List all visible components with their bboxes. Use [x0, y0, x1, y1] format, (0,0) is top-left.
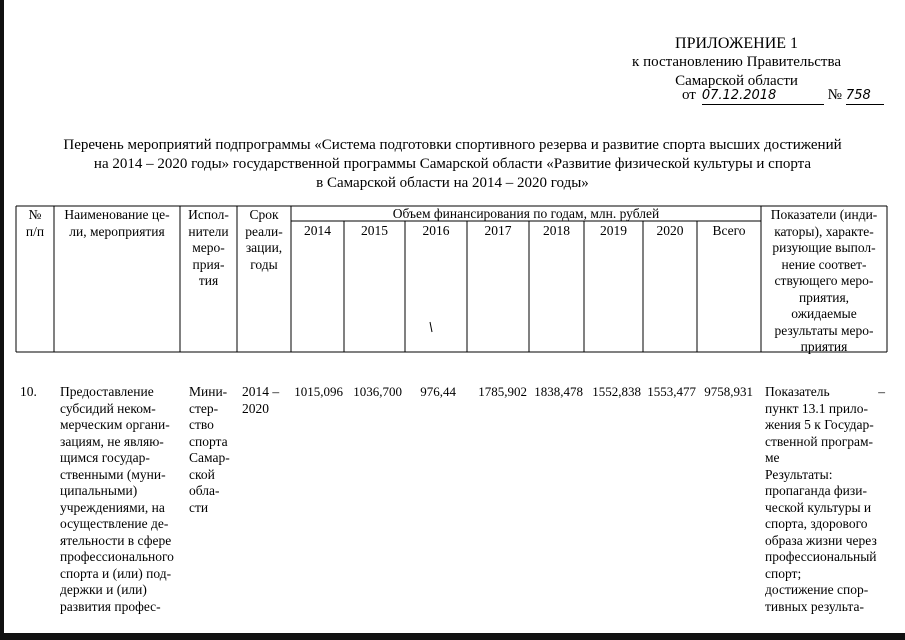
decree-date: 07.12.2018 — [701, 88, 777, 103]
header-term: Срок реали- зации, годы — [245, 207, 283, 272]
value-2016: 976,44 — [420, 384, 456, 399]
header-total: Всего — [712, 223, 746, 238]
date-prefix: от — [682, 87, 696, 103]
value-2019: 1552,838 — [592, 384, 641, 399]
header-executors: Испол- нители меро- прия- тия — [188, 207, 229, 288]
header-year-2014: 2014 — [304, 223, 331, 238]
row-executors: Мини- стер- ство спорта Самар- ской обла- сти — [189, 384, 230, 515]
row-name: Предоставление субсидий неком- мерческим органи- зациям, не являю- щимся государ- ственными (муни- ципальными) учреждениями, на осуществление де- ятельности в сфере профессионального спорта и (или) под- держки и (или) развития профес- — [60, 384, 174, 614]
header-year-2015: 2015 — [361, 223, 388, 238]
header-year-2016: 2016 — [422, 223, 450, 238]
appendix-line-2: к постановлению Правительства — [632, 54, 841, 70]
header-indicators: Показатели (инди- каторы), характе- ризующие выпол- нение соответ- ствующего меро- приятия, ожидаемые результаты меро- приятия — [770, 207, 878, 354]
row-num: 10. — [20, 384, 37, 399]
heading-line-1: Перечень мероприятий подпрограммы «Система подготовки спортивного резерва и развитие спорта высших достижений — [63, 137, 842, 153]
row-term: 2014 – 2020 — [242, 384, 280, 416]
number-prefix: № — [827, 87, 842, 103]
value-2014: 1015,096 — [294, 384, 343, 399]
header-year-2018: 2018 — [543, 223, 570, 238]
appendix-title: ПРИЛОЖЕНИЕ 1 — [675, 35, 799, 52]
value-2017: 1785,902 — [478, 384, 527, 399]
header-name: Наименование це- ли, мероприятия — [64, 207, 170, 239]
value-2020: 1553,477 — [647, 384, 696, 399]
header-year-2017: 2017 — [484, 223, 512, 238]
header-year-2019: 2019 — [600, 223, 627, 238]
value-total: 9758,931 — [704, 384, 753, 399]
heading-line-3: в Самарской области на 2014 – 2020 годы» — [316, 175, 589, 191]
value-2015: 1036,700 — [353, 384, 402, 399]
value-2018: 1838,478 — [534, 384, 583, 399]
indicator-dash: – — [878, 384, 885, 399]
header-num: № п/п — [25, 207, 45, 239]
appendix-line-3: Самарской области — [675, 73, 798, 89]
decree-number: 758 — [845, 88, 871, 103]
scan-edge-bottom — [0, 633, 905, 640]
header-funding: Объем финансирования по годам, млн. рублей — [392, 206, 660, 221]
heading-line-2: на 2014 – 2020 годы» государственной программы Самарской области «Развитие физической культуры и спорта — [93, 156, 812, 172]
row-indicators: Показатель – пункт 13.1 прило- жения 5 к Государ- ственной програм- ме Результаты: пропаганда физи- ческой культуры и спорта, здорового образа жизни через профессиональный спорт; достижение спор- тивных результа- — [765, 384, 885, 614]
header-year-2020: 2020 — [656, 223, 684, 238]
